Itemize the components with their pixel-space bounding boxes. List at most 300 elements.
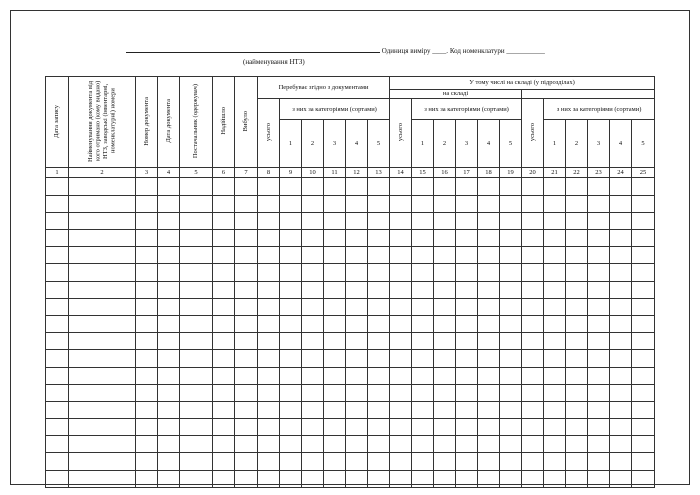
table-cell[interactable] [456,281,478,298]
table-cell[interactable] [136,401,158,418]
table-cell[interactable] [180,350,213,367]
table-cell[interactable] [69,264,136,281]
table-cell[interactable] [478,333,500,350]
table-cell[interactable] [69,470,136,487]
table-cell[interactable] [368,281,390,298]
table-cell[interactable] [390,453,412,470]
table-cell[interactable] [522,247,544,264]
table-cell[interactable] [213,247,235,264]
table-cell[interactable] [180,264,213,281]
table-cell[interactable] [136,367,158,384]
table-cell[interactable] [434,230,456,247]
table-cell[interactable] [456,350,478,367]
table-cell[interactable] [610,470,632,487]
table-cell[interactable] [390,470,412,487]
table-cell[interactable] [390,178,412,195]
table-cell[interactable] [478,367,500,384]
table-cell[interactable] [610,298,632,315]
table-cell[interactable] [213,178,235,195]
table-cell[interactable] [46,367,69,384]
table-cell[interactable] [346,333,368,350]
table-cell[interactable] [478,350,500,367]
table-cell[interactable] [566,230,588,247]
table-cell[interactable] [500,436,522,453]
table-cell[interactable] [632,436,655,453]
table-cell[interactable] [434,195,456,212]
table-cell[interactable] [456,315,478,332]
table-cell[interactable] [522,333,544,350]
table-cell[interactable] [346,384,368,401]
table-cell[interactable] [434,281,456,298]
table-cell[interactable] [566,401,588,418]
table-cell[interactable] [632,419,655,436]
table-cell[interactable] [346,281,368,298]
table-cell[interactable] [368,178,390,195]
table-cell[interactable] [46,384,69,401]
table-cell[interactable] [46,350,69,367]
table-cell[interactable] [478,195,500,212]
table-cell[interactable] [610,436,632,453]
table-cell[interactable] [213,264,235,281]
table-cell[interactable] [632,281,655,298]
table-cell[interactable] [213,230,235,247]
table-cell[interactable] [180,384,213,401]
table-cell[interactable] [500,247,522,264]
table-cell[interactable] [280,419,302,436]
table-cell[interactable] [500,453,522,470]
table-cell[interactable] [456,230,478,247]
table-cell[interactable] [235,247,258,264]
table-cell[interactable] [632,247,655,264]
table-cell[interactable] [280,453,302,470]
table-cell[interactable] [346,350,368,367]
table-cell[interactable] [46,315,69,332]
table-cell[interactable] [324,401,346,418]
table-cell[interactable] [610,230,632,247]
table-cell[interactable] [235,384,258,401]
table-cell[interactable] [180,315,213,332]
table-cell[interactable] [632,453,655,470]
table-cell[interactable] [346,315,368,332]
table-cell[interactable] [412,230,434,247]
table-cell[interactable] [632,315,655,332]
table-cell[interactable] [302,453,324,470]
table-cell[interactable] [368,264,390,281]
table-cell[interactable] [390,333,412,350]
table-cell[interactable] [235,178,258,195]
table-cell[interactable] [412,384,434,401]
table-cell[interactable] [566,247,588,264]
table-cell[interactable] [610,333,632,350]
table-cell[interactable] [280,195,302,212]
table-cell[interactable] [69,401,136,418]
table-cell[interactable] [213,350,235,367]
table-cell[interactable] [46,470,69,487]
table-cell[interactable] [69,212,136,229]
table-cell[interactable] [302,195,324,212]
table-cell[interactable] [136,178,158,195]
table-cell[interactable] [136,333,158,350]
table-cell[interactable] [324,178,346,195]
table-cell[interactable] [500,264,522,281]
table-cell[interactable] [258,384,280,401]
table-cell[interactable] [213,367,235,384]
table-cell[interactable] [346,298,368,315]
table-cell[interactable] [544,178,566,195]
table-cell[interactable] [158,436,180,453]
table-cell[interactable] [434,333,456,350]
table-cell[interactable] [478,470,500,487]
table-cell[interactable] [478,212,500,229]
table-cell[interactable] [522,195,544,212]
table-cell[interactable] [158,247,180,264]
table-cell[interactable] [456,298,478,315]
table-cell[interactable] [412,315,434,332]
table-cell[interactable] [69,350,136,367]
table-cell[interactable] [280,247,302,264]
table-cell[interactable] [544,281,566,298]
table-cell[interactable] [346,230,368,247]
table-cell[interactable] [69,247,136,264]
table-cell[interactable] [180,230,213,247]
table-cell[interactable] [258,298,280,315]
table-cell[interactable] [324,419,346,436]
table-cell[interactable] [456,367,478,384]
table-cell[interactable] [610,401,632,418]
table-cell[interactable] [213,436,235,453]
table-cell[interactable] [500,333,522,350]
table-cell[interactable] [390,195,412,212]
table-cell[interactable] [235,264,258,281]
table-cell[interactable] [346,264,368,281]
table-cell[interactable] [302,350,324,367]
table-cell[interactable] [390,436,412,453]
table-cell[interactable] [258,195,280,212]
table-cell[interactable] [434,298,456,315]
table-cell[interactable] [566,419,588,436]
table-cell[interactable] [544,195,566,212]
table-cell[interactable] [456,419,478,436]
table-cell[interactable] [390,419,412,436]
table-cell[interactable] [324,315,346,332]
table-cell[interactable] [500,195,522,212]
table-cell[interactable] [368,470,390,487]
table-cell[interactable] [158,264,180,281]
table-cell[interactable] [46,212,69,229]
table-cell[interactable] [434,315,456,332]
table-cell[interactable] [180,367,213,384]
table-cell[interactable] [69,384,136,401]
table-cell[interactable] [456,212,478,229]
table-cell[interactable] [434,436,456,453]
table-cell[interactable] [632,298,655,315]
table-cell[interactable] [412,247,434,264]
table-cell[interactable] [544,367,566,384]
table-cell[interactable] [280,401,302,418]
table-cell[interactable] [136,315,158,332]
table-cell[interactable] [522,264,544,281]
table-cell[interactable] [500,470,522,487]
table-cell[interactable] [158,419,180,436]
table-cell[interactable] [390,315,412,332]
table-cell[interactable] [158,195,180,212]
table-cell[interactable] [456,264,478,281]
table-cell[interactable] [324,247,346,264]
table-cell[interactable] [632,212,655,229]
table-cell[interactable] [478,281,500,298]
table-cell[interactable] [180,436,213,453]
table-cell[interactable] [566,195,588,212]
table-cell[interactable] [235,298,258,315]
table-cell[interactable] [213,298,235,315]
table-cell[interactable] [302,367,324,384]
table-cell[interactable] [610,315,632,332]
table-cell[interactable] [69,298,136,315]
table-cell[interactable] [235,195,258,212]
table-cell[interactable] [302,436,324,453]
table-cell[interactable] [213,281,235,298]
table-cell[interactable] [258,333,280,350]
table-cell[interactable] [158,367,180,384]
table-cell[interactable] [302,401,324,418]
table-cell[interactable] [46,195,69,212]
table-cell[interactable] [434,178,456,195]
table-cell[interactable] [46,264,69,281]
table-cell[interactable] [544,470,566,487]
table-cell[interactable] [324,333,346,350]
table-cell[interactable] [522,436,544,453]
table-cell[interactable] [522,281,544,298]
table-cell[interactable] [566,212,588,229]
table-cell[interactable] [434,384,456,401]
table-cell[interactable] [136,384,158,401]
table-cell[interactable] [324,195,346,212]
table-cell[interactable] [368,401,390,418]
table-cell[interactable] [180,195,213,212]
table-cell[interactable] [280,436,302,453]
table-cell[interactable] [368,230,390,247]
table-cell[interactable] [412,453,434,470]
table-cell[interactable] [69,367,136,384]
table-cell[interactable] [500,367,522,384]
table-cell[interactable] [500,384,522,401]
table-cell[interactable] [136,264,158,281]
table-cell[interactable] [280,178,302,195]
table-cell[interactable] [136,230,158,247]
table-cell[interactable] [500,315,522,332]
table-cell[interactable] [302,247,324,264]
table-cell[interactable] [213,401,235,418]
table-cell[interactable] [136,436,158,453]
table-cell[interactable] [478,298,500,315]
table-cell[interactable] [136,453,158,470]
table-cell[interactable] [500,419,522,436]
table-cell[interactable] [346,195,368,212]
table-cell[interactable] [390,212,412,229]
ntz-name-blank[interactable] [126,44,380,53]
table-cell[interactable] [588,178,610,195]
table-cell[interactable] [302,419,324,436]
table-cell[interactable] [235,401,258,418]
table-cell[interactable] [632,401,655,418]
table-cell[interactable] [46,333,69,350]
table-cell[interactable] [280,212,302,229]
table-cell[interactable] [566,178,588,195]
table-cell[interactable] [412,401,434,418]
table-cell[interactable] [478,401,500,418]
table-cell[interactable] [180,419,213,436]
table-cell[interactable] [280,281,302,298]
table-cell[interactable] [235,281,258,298]
table-cell[interactable] [544,212,566,229]
table-cell[interactable] [456,401,478,418]
table-cell[interactable] [544,436,566,453]
table-cell[interactable] [368,315,390,332]
table-cell[interactable] [346,401,368,418]
table-cell[interactable] [368,195,390,212]
table-cell[interactable] [478,247,500,264]
table-cell[interactable] [69,453,136,470]
table-cell[interactable] [46,419,69,436]
table-cell[interactable] [412,470,434,487]
table-cell[interactable] [158,281,180,298]
table-cell[interactable] [588,401,610,418]
table-cell[interactable] [69,333,136,350]
table-cell[interactable] [69,419,136,436]
table-cell[interactable] [280,264,302,281]
table-cell[interactable] [456,436,478,453]
table-cell[interactable] [324,367,346,384]
table-cell[interactable] [46,281,69,298]
table-cell[interactable] [158,384,180,401]
table-cell[interactable] [46,247,69,264]
table-cell[interactable] [368,350,390,367]
table-cell[interactable] [235,315,258,332]
table-cell[interactable] [566,384,588,401]
table-cell[interactable] [500,298,522,315]
table-cell[interactable] [180,281,213,298]
table-cell[interactable] [588,195,610,212]
table-cell[interactable] [235,453,258,470]
table-cell[interactable] [69,230,136,247]
table-cell[interactable] [302,384,324,401]
table-cell[interactable] [258,212,280,229]
table-cell[interactable] [324,453,346,470]
table-cell[interactable] [324,230,346,247]
table-cell[interactable] [368,247,390,264]
table-cell[interactable] [158,298,180,315]
table-cell[interactable] [434,419,456,436]
table-cell[interactable] [610,453,632,470]
table-cell[interactable] [390,230,412,247]
table-cell[interactable] [46,401,69,418]
table-cell[interactable] [46,230,69,247]
table-cell[interactable] [478,264,500,281]
table-cell[interactable] [390,247,412,264]
table-cell[interactable] [522,350,544,367]
table-cell[interactable] [69,178,136,195]
table-cell[interactable] [302,333,324,350]
table-cell[interactable] [588,333,610,350]
table-cell[interactable] [324,470,346,487]
table-cell[interactable] [500,281,522,298]
table-cell[interactable] [136,281,158,298]
table-cell[interactable] [235,470,258,487]
table-cell[interactable] [158,470,180,487]
table-cell[interactable] [478,315,500,332]
table-cell[interactable] [544,350,566,367]
table-cell[interactable] [346,247,368,264]
table-cell[interactable] [434,247,456,264]
table-cell[interactable] [136,298,158,315]
table-cell[interactable] [280,298,302,315]
table-cell[interactable] [390,401,412,418]
table-cell[interactable] [324,350,346,367]
table-cell[interactable] [69,195,136,212]
table-cell[interactable] [158,401,180,418]
table-cell[interactable] [456,247,478,264]
table-cell[interactable] [280,384,302,401]
table-cell[interactable] [588,264,610,281]
table-cell[interactable] [588,470,610,487]
table-cell[interactable] [544,315,566,332]
table-cell[interactable] [456,178,478,195]
table-cell[interactable] [610,350,632,367]
table-cell[interactable] [258,315,280,332]
table-cell[interactable] [588,212,610,229]
table-cell[interactable] [258,247,280,264]
table-cell[interactable] [434,470,456,487]
table-cell[interactable] [544,401,566,418]
table-cell[interactable] [588,367,610,384]
table-cell[interactable] [390,367,412,384]
table-cell[interactable] [478,178,500,195]
table-cell[interactable] [610,178,632,195]
table-cell[interactable] [158,350,180,367]
table-cell[interactable] [412,333,434,350]
table-cell[interactable] [258,264,280,281]
table-cell[interactable] [588,247,610,264]
table-cell[interactable] [280,333,302,350]
table-cell[interactable] [434,401,456,418]
table-cell[interactable] [456,453,478,470]
table-cell[interactable] [346,453,368,470]
table-cell[interactable] [412,436,434,453]
table-cell[interactable] [158,333,180,350]
table-cell[interactable] [500,212,522,229]
table-cell[interactable] [213,212,235,229]
table-cell[interactable] [235,367,258,384]
table-cell[interactable] [500,230,522,247]
table-cell[interactable] [566,281,588,298]
table-cell[interactable] [280,315,302,332]
table-cell[interactable] [412,367,434,384]
table-cell[interactable] [522,453,544,470]
table-cell[interactable] [302,315,324,332]
table-cell[interactable] [566,453,588,470]
table-cell[interactable] [280,367,302,384]
table-cell[interactable] [566,315,588,332]
table-cell[interactable] [69,315,136,332]
table-cell[interactable] [610,384,632,401]
table-cell[interactable] [478,230,500,247]
table-cell[interactable] [588,453,610,470]
table-cell[interactable] [566,436,588,453]
table-cell[interactable] [522,230,544,247]
table-cell[interactable] [180,212,213,229]
table-cell[interactable] [522,367,544,384]
table-cell[interactable] [213,315,235,332]
